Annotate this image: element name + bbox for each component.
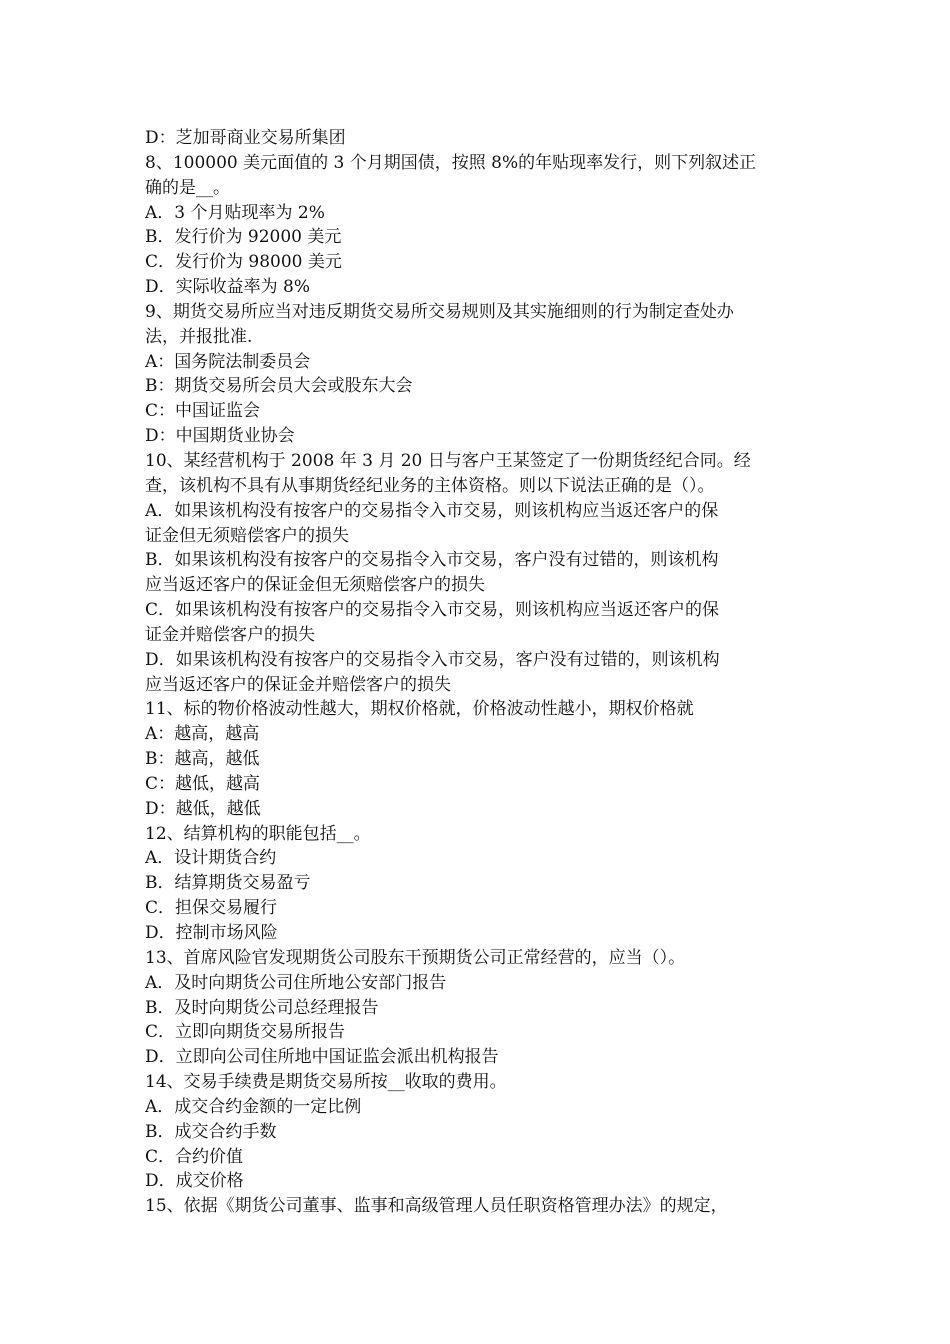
text-line: 应当返还客户的保证金但无须赔偿客户的损失 <box>145 575 485 596</box>
question-line: 8、100000 美元面值的 3 个月期国债，按照 8%的年贴现率发行，则下列叙述正 <box>145 152 757 173</box>
text-line: 证金并赔偿客户的损失 <box>145 624 315 645</box>
option-line: C．合约价值 <box>145 1146 244 1167</box>
option-line: C：中国证监会 <box>145 401 261 422</box>
option-line: D．成交价格 <box>145 1171 244 1192</box>
question-line: 11、标的物价格波动性越大，期权价格就，价格波动性越小，期权价格就 <box>145 699 694 720</box>
option-line: C．立即向期货交易所报告 <box>145 1022 346 1043</box>
question-line: 12、结算机构的职能包括__。 <box>145 823 371 844</box>
question-line: 15、依据《期货公司董事、监事和高级管理人员任职资格管理办法》的规定， <box>145 1196 728 1217</box>
option-line: A．如果该机构没有按客户的交易指令入市交易，则该机构应当返还客户的保 <box>145 500 719 521</box>
option-line: A．成交合约金额的一定比例 <box>145 1096 362 1117</box>
text-line: 应当返还客户的保证金并赔偿客户的损失 <box>145 674 451 695</box>
option-line: B：期货交易所会员大会或股东大会 <box>145 376 413 397</box>
option-line: D：中国期货业协会 <box>145 426 295 447</box>
option-line: D：越低，越低 <box>145 798 261 819</box>
option-line: B．结算期货交易盈亏 <box>145 873 311 894</box>
question-line: 9、期货交易所应当对违反期货交易所交易规则及其实施细则的行为制定查处办 <box>145 301 734 322</box>
option-line: C．担保交易履行 <box>145 898 278 919</box>
text-line: 证金但无须赔偿客户的损失 <box>145 525 349 546</box>
question-line: 14、交易手续费是期货交易所按__收取的费用。 <box>145 1072 507 1093</box>
option-line: A．3 个月贴现率为 2% <box>145 202 325 223</box>
option-line: A：国务院法制委员会 <box>145 351 311 372</box>
option-line: B．如果该机构没有按客户的交易指令入市交易，客户没有过错的，则该机构 <box>145 550 719 571</box>
question-line: 13、首席风险官发现期货公司股东干预期货公司正常经营的，应当（）。 <box>145 947 686 968</box>
option-line: D．控制市场风险 <box>145 923 278 943</box>
option-line: B．及时向期货公司总经理报告 <box>145 997 379 1018</box>
option-line: A．及时向期货公司住所地公安部门报告 <box>145 972 447 993</box>
option-line: C．发行价为 98000 美元 <box>145 252 342 273</box>
text-line: D：芝加哥商业交易所集团 <box>145 128 346 148</box>
option-line: B．发行价为 92000 美元 <box>145 227 342 248</box>
option-line: D．立即向公司住所地中国证监会派出机构报告 <box>145 1047 499 1068</box>
option-line: C．如果该机构没有按客户的交易指令入市交易，则该机构应当返还客户的保 <box>145 600 720 621</box>
option-line: D．如果该机构没有按客户的交易指令入市交易，客户没有过错的，则该机构 <box>145 649 720 670</box>
question-line: 10、某经营机构于 2008 年 3 月 20 日与客户王某签定了一份期货经纪合同。经 <box>145 450 751 471</box>
option-line: B．成交合约手数 <box>145 1121 277 1142</box>
option-line: A：越高，越高 <box>145 724 260 745</box>
text-line: 法，并报批准. <box>145 326 253 347</box>
option-line: B：越高，越低 <box>145 749 260 770</box>
option-line: D．实际收益率为 8% <box>145 277 311 298</box>
text-line: 查，该机构不具有从事期货经纪业务的主体资格。则以下说法正确的是（）。 <box>145 475 715 496</box>
option-line: A．设计期货合约 <box>145 848 277 869</box>
text-line: 确的是__。 <box>145 177 230 198</box>
option-line: C：越低，越高 <box>145 773 261 794</box>
document-page <box>145 126 810 1219</box>
